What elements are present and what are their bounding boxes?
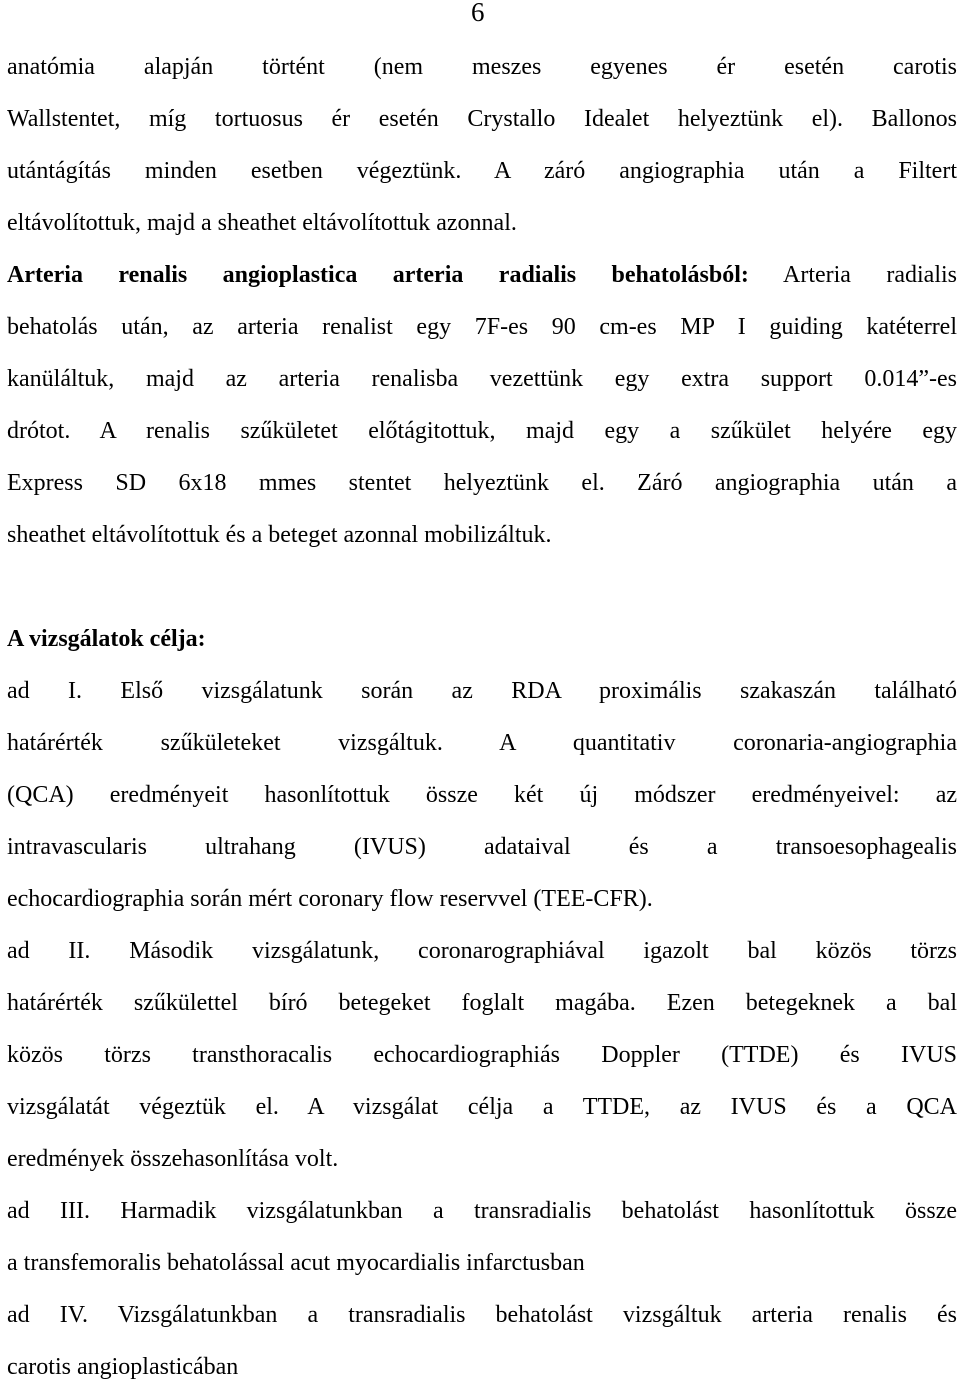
line-text: intravascularis ultrahang (IVUS) adataival és a transoesophagealis: [7, 834, 957, 860]
text-line: [7, 1351, 957, 1383]
line-text: sheathet eltávolítottuk és a beteget azonnal mobilizáltuk.: [7, 522, 552, 548]
line-text: Wallstentet, míg tortuosus ér esetén Crystallo Idealet helyeztünk el). Ballonos: [7, 106, 957, 132]
text-line: [7, 623, 957, 655]
text-line: [7, 51, 957, 83]
text-line: [7, 519, 957, 551]
line-text: eredmények összehasonlítása volt.: [7, 1146, 339, 1172]
line-text: kanüláltuk, majd az arteria renalisba vezettünk egy extra support 0.014”-es: [7, 366, 957, 392]
line-text: eltávolítottuk, majd a sheathet eltávolítottuk azonnal.: [7, 210, 517, 236]
line-text: utántágítás minden esetben végeztünk. A záró angiographia után a Filtert: [7, 158, 957, 184]
text-line: [7, 1247, 957, 1279]
line-text: echocardiographia során mért coronary flow reservvel (TEE-CFR).: [7, 886, 653, 912]
text-line: [7, 415, 957, 447]
text-line: [7, 259, 957, 291]
text-line: [7, 1091, 957, 1123]
bold-heading: A vizsgálatok célja:: [7, 626, 206, 652]
line-text: Arteria radialis: [748, 262, 958, 288]
line-text: ad III. Harmadik vizsgálatunkban a transradialis behatolást hasonlítottuk össze: [7, 1198, 957, 1224]
text-line: [7, 363, 957, 395]
text-line: [7, 155, 957, 187]
text-line: [7, 727, 957, 759]
line-text: anatómia alapján történt (nem meszes egyenes ér esetén carotis: [7, 54, 957, 80]
line-text: Express SD 6x18 mmes stentet helyeztünk el. Záró angiographia után a: [7, 470, 957, 496]
text-line: [7, 935, 957, 967]
text-line: [7, 467, 957, 499]
text-line: [7, 831, 957, 863]
line-text: vizsgálatát végeztük el. A vizsgálat célja a TTDE, az IVUS és a QCA: [7, 1094, 957, 1120]
line-text: behatolás után, az arteria renalist egy 7F-es 90 cm-es MP I guiding katéterrel: [7, 314, 957, 340]
bold-heading: Arteria renalis angioplastica arteria radialis behatolásból:: [7, 262, 749, 288]
line-text: a transfemoralis behatolással acut myocardialis infarctusban: [7, 1250, 585, 1276]
line-text: határérték szűkületeket vizsgáltuk. A quantitativ coronaria-angiographia: [7, 730, 957, 756]
text-line: [7, 207, 957, 239]
text-line: [7, 1299, 957, 1331]
line-text: ad I. Első vizsgálatunk során az RDA proximális szakaszán található: [7, 678, 957, 704]
line-text: carotis angioplasticában: [7, 1354, 239, 1380]
line-text: ad II. Második vizsgálatunk, coronarographiával igazolt bal közös törzs: [7, 938, 957, 964]
text-line: [7, 1039, 957, 1071]
text-line: [7, 311, 957, 343]
line-text: határérték szűkülettel bíró betegeket foglalt magába. Ezen betegeknek a bal: [7, 990, 957, 1016]
text-line: [7, 779, 957, 811]
page-number: 6: [471, 0, 485, 27]
text-line: [7, 103, 957, 135]
text-line: [7, 675, 957, 707]
line-text: (QCA) eredményeit hasonlítottuk össze két új módszer eredményeivel: az: [7, 782, 957, 808]
text-line: [7, 1143, 957, 1175]
text-line: [7, 987, 957, 1019]
line-text: közös törzs transthoracalis echocardiographiás Doppler (TTDE) és IVUS: [7, 1042, 957, 1068]
text-line: [7, 1195, 957, 1227]
text-line: [7, 883, 957, 915]
line-text: drótot. A renalis szűkületet előtágitottuk, majd egy a szűkület helyére egy: [7, 418, 957, 444]
line-text: ad IV. Vizsgálatunkban a transradialis behatolást vizsgáltuk arteria renalis és: [7, 1302, 957, 1328]
